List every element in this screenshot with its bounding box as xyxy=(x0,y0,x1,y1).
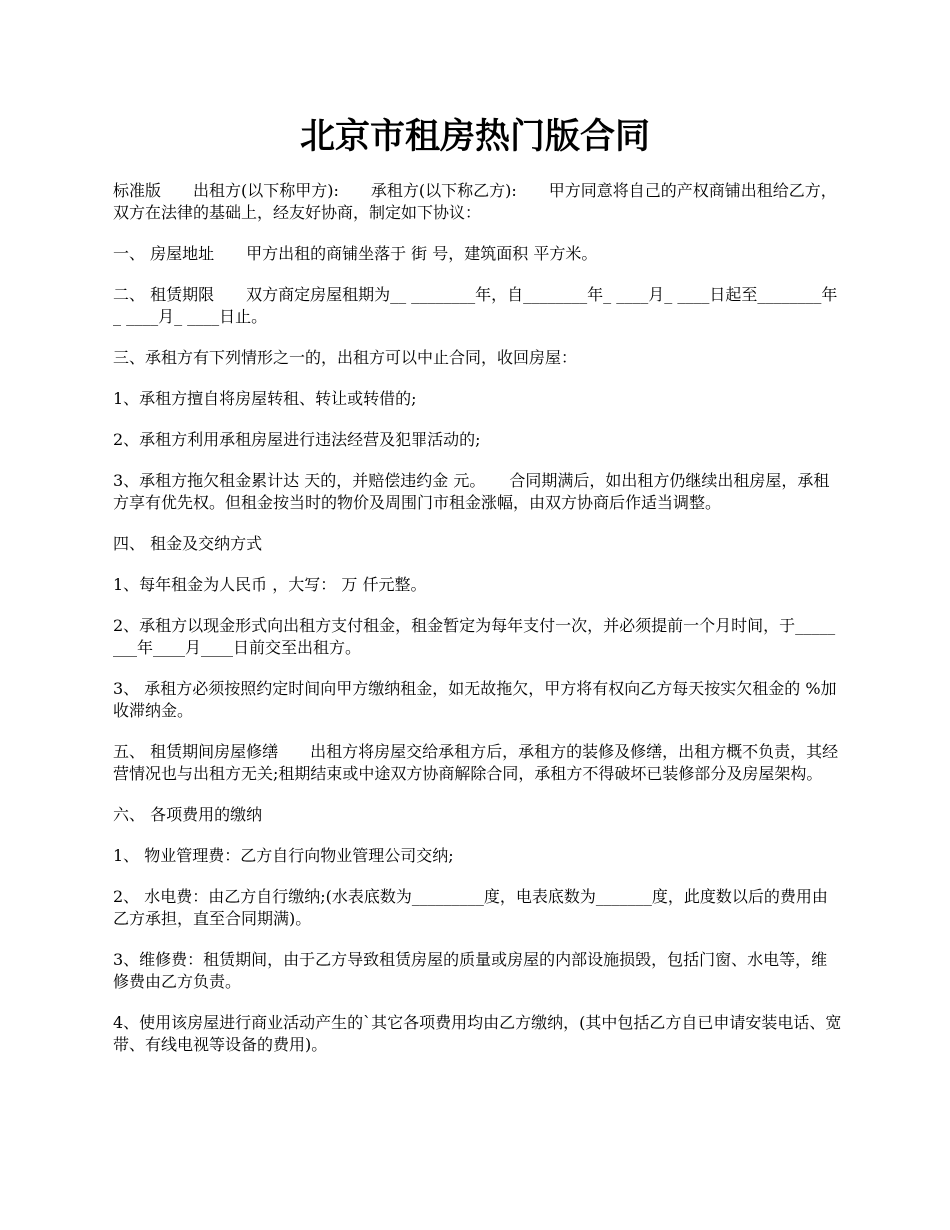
document-body xyxy=(113,180,843,1075)
paragraph-rent-3: 3、 承租方必须按照约定时间向甲方缴纳租金，如无故拖欠，甲方将有权向乙方每天按实欠租金的 %加收滞纳金。 xyxy=(113,679,837,720)
paragraph-fees-heading: 六、 各项费用的缴纳 xyxy=(113,805,263,824)
paragraph-termination-3: 3、承租方拖欠租金累计达 天的，并赔偿违约金 元。 合同期满后，如出租方仍继续出租房屋，承租方享有优先权。但租金按当时的物价及周围门市租金涨幅，由双方协商后作适当调整。 xyxy=(113,471,830,512)
paragraph-termination-2: 2、承租方利用承租房屋进行违法经营及犯罪活动的; xyxy=(113,430,481,449)
paragraph-rent-2: 2、承租方以现金形式向出租方支付租金，租金暂定为每年支付一次，并必须提前一个月时间，于________年____月____日前交至出租方。 xyxy=(113,616,836,657)
paragraph-rent-heading: 四、 租金及交纳方式 xyxy=(113,534,263,553)
document-title: 北京市租房热门版合同 xyxy=(299,116,650,157)
paragraph-fees-3: 3、维修费：租赁期间，由于乙方导致租赁房屋的质量或房屋的内部设施损毁，包括门窗、水电等，维修费由乙方负责。 xyxy=(113,950,828,991)
paragraph-repairs: 五、 租赁期间房屋修缮 出租方将房屋交给承租方后，承租方的装修及修缮，出租方概不负责，其经营情况也与出租方无关;租期结束或中途双方协商解除合同，承租方不得破坏已装修部分及房屋架构。 xyxy=(113,742,839,783)
paragraph-fees-4: 4、使用该房屋进行商业活动产生的`其它各项费用均由乙方缴纳，(其中包括乙方自已申请安装电话、宽带、有线电视等设备的费用)。 xyxy=(113,1013,842,1054)
paragraph-term: 二、 租赁期限 双方商定房屋租期为__ ________年，自________年_ ____月_ ____日起至________年_ ____月_ ____日止。 xyxy=(113,285,838,326)
paragraph-rent-1: 1、每年租金为人民币 ，大写： 万 仟元整。 xyxy=(113,575,427,594)
paragraph-fees-2: 2、 水电费：由乙方自行缴纳;(水表底数为_________度，电表底数为_______度，此度数以后的费用由乙方承担，直至合同期满)。 xyxy=(113,887,828,928)
paragraph-termination-heading: 三、承租方有下列情形之一的，出租方可以中止合同，收回房屋： xyxy=(113,348,578,367)
paragraph-termination-1: 1、承租方擅自将房屋转租、转让或转借的; xyxy=(113,389,417,408)
paragraph-address: 一、 房屋地址 甲方出租的商铺坐落于 街 号，建筑面积 平方米。 xyxy=(113,244,598,263)
paragraph-intro: 标准版 出租方(以下称甲方): 承租方(以下称乙方): 甲方同意将自己的产权商铺出租给乙方，双方在法律的基础上，经友好协商，制定如下协议： xyxy=(113,181,837,222)
paragraph-fees-1: 1、 物业管理费：乙方自行向物业管理公司交纳; xyxy=(113,846,454,865)
